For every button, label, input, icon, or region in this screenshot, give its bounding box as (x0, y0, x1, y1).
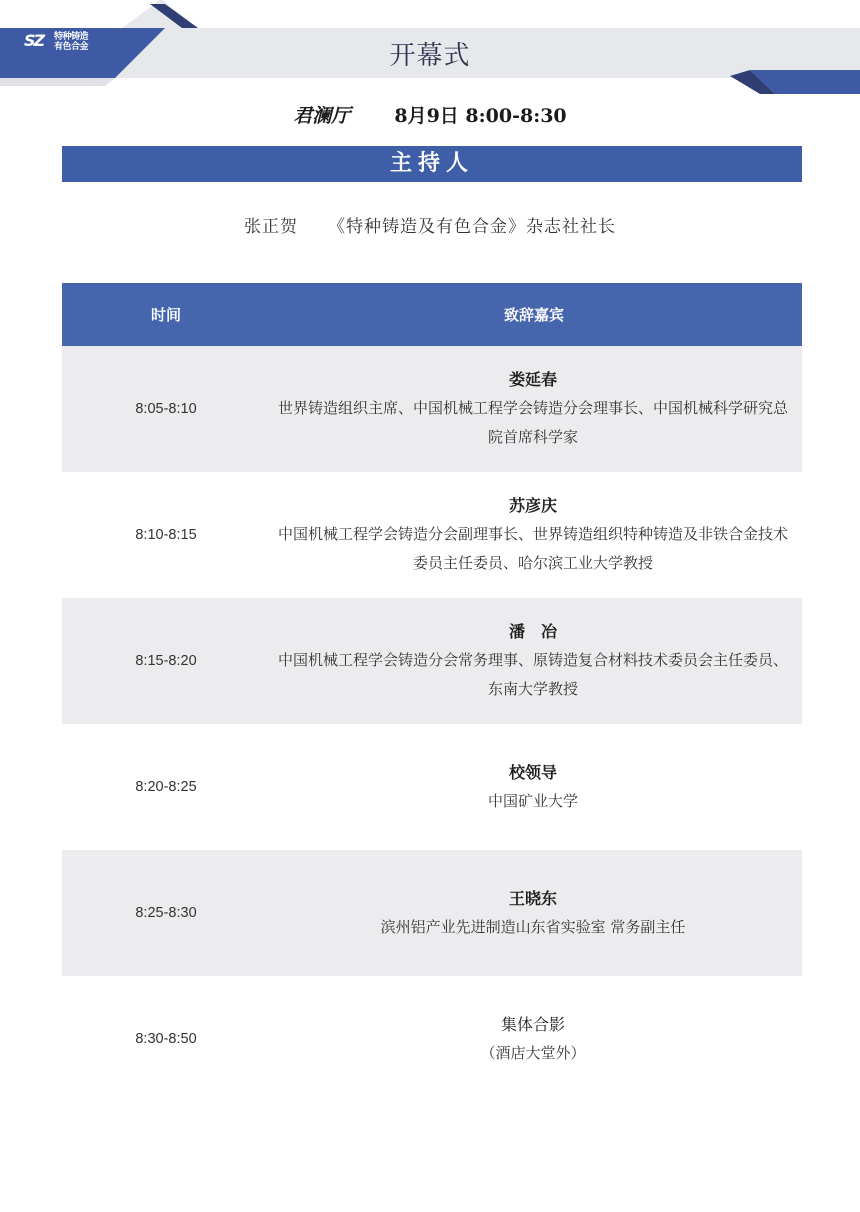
header-time: 时间 (150, 306, 181, 324)
header-guest: 致辞嘉宾 (503, 306, 564, 324)
row-guest (270, 618, 802, 704)
table-row (62, 724, 802, 850)
row-guest (270, 366, 802, 452)
row-time: 8:15-8:20 (135, 653, 197, 669)
guest-description: 中国机械工程学会铸造分会副理事长、世界铸造组织特种铸造及非铁合金技术委员主任委员、哈尔滨工业大学教授 (278, 525, 789, 572)
host-line (0, 212, 860, 237)
row-time: 8:30-8:50 (135, 1031, 197, 1047)
host-section-bar: 主持人 (62, 146, 802, 182)
table-body (62, 346, 802, 1102)
guest-name: 苏彦庆 (508, 496, 557, 515)
logo-line-1: 特种铸造 (54, 32, 89, 42)
row-time: 8:20-8:25 (135, 779, 197, 795)
guest-description: （酒店大堂外） (480, 1043, 586, 1062)
session-info (0, 101, 860, 128)
row-time: 8:25-8:30 (135, 905, 197, 921)
table-header (62, 283, 802, 346)
guest-name: 王晓东 (508, 888, 557, 908)
schedule-table (62, 283, 802, 1102)
table-row (62, 850, 802, 976)
session-datetime: 8月9日 8:00-8:30 (394, 105, 567, 127)
header-right-ribbon (720, 66, 860, 96)
row-time: 8:10-8:15 (135, 527, 197, 543)
logo-line-2: 有色合金 (54, 42, 89, 52)
logo-glyph: SZ (24, 31, 44, 50)
table-row (62, 472, 802, 598)
guest-description: 中国机械工程学会铸造分会常务理事、原铸造复合材料技术委员会主任委员、东南大学教授 (278, 651, 789, 698)
guest-description: 世界铸造组织主席、中国机械工程学会铸造分会理事长、中国机械科学研究总院首席科学家 (278, 399, 789, 446)
guest-description: 滨州铝产业先进制造山东省实验室 常务副主任 (380, 917, 686, 936)
guest-name: 校领导 (508, 762, 557, 782)
row-guest (270, 885, 802, 942)
guest-description: 中国矿业大学 (487, 791, 578, 810)
guest-name: 集体合影 (500, 1014, 565, 1034)
table-row (62, 976, 802, 1102)
guest-name: 潘 冶 (508, 622, 557, 641)
row-time: 8:05-8:10 (135, 401, 197, 417)
host-name: 张正贺 (244, 217, 298, 237)
guest-name: 娄延春 (508, 370, 557, 389)
row-guest (270, 1011, 802, 1068)
page-title: 开幕式 (389, 41, 471, 71)
row-guest (270, 492, 802, 578)
session-venue: 君澜厅 (293, 105, 351, 127)
table-row (62, 598, 802, 724)
row-guest (270, 759, 802, 816)
host-title: 《特种铸造及有色合金》杂志社社长 (328, 217, 616, 237)
table-row (62, 346, 802, 472)
